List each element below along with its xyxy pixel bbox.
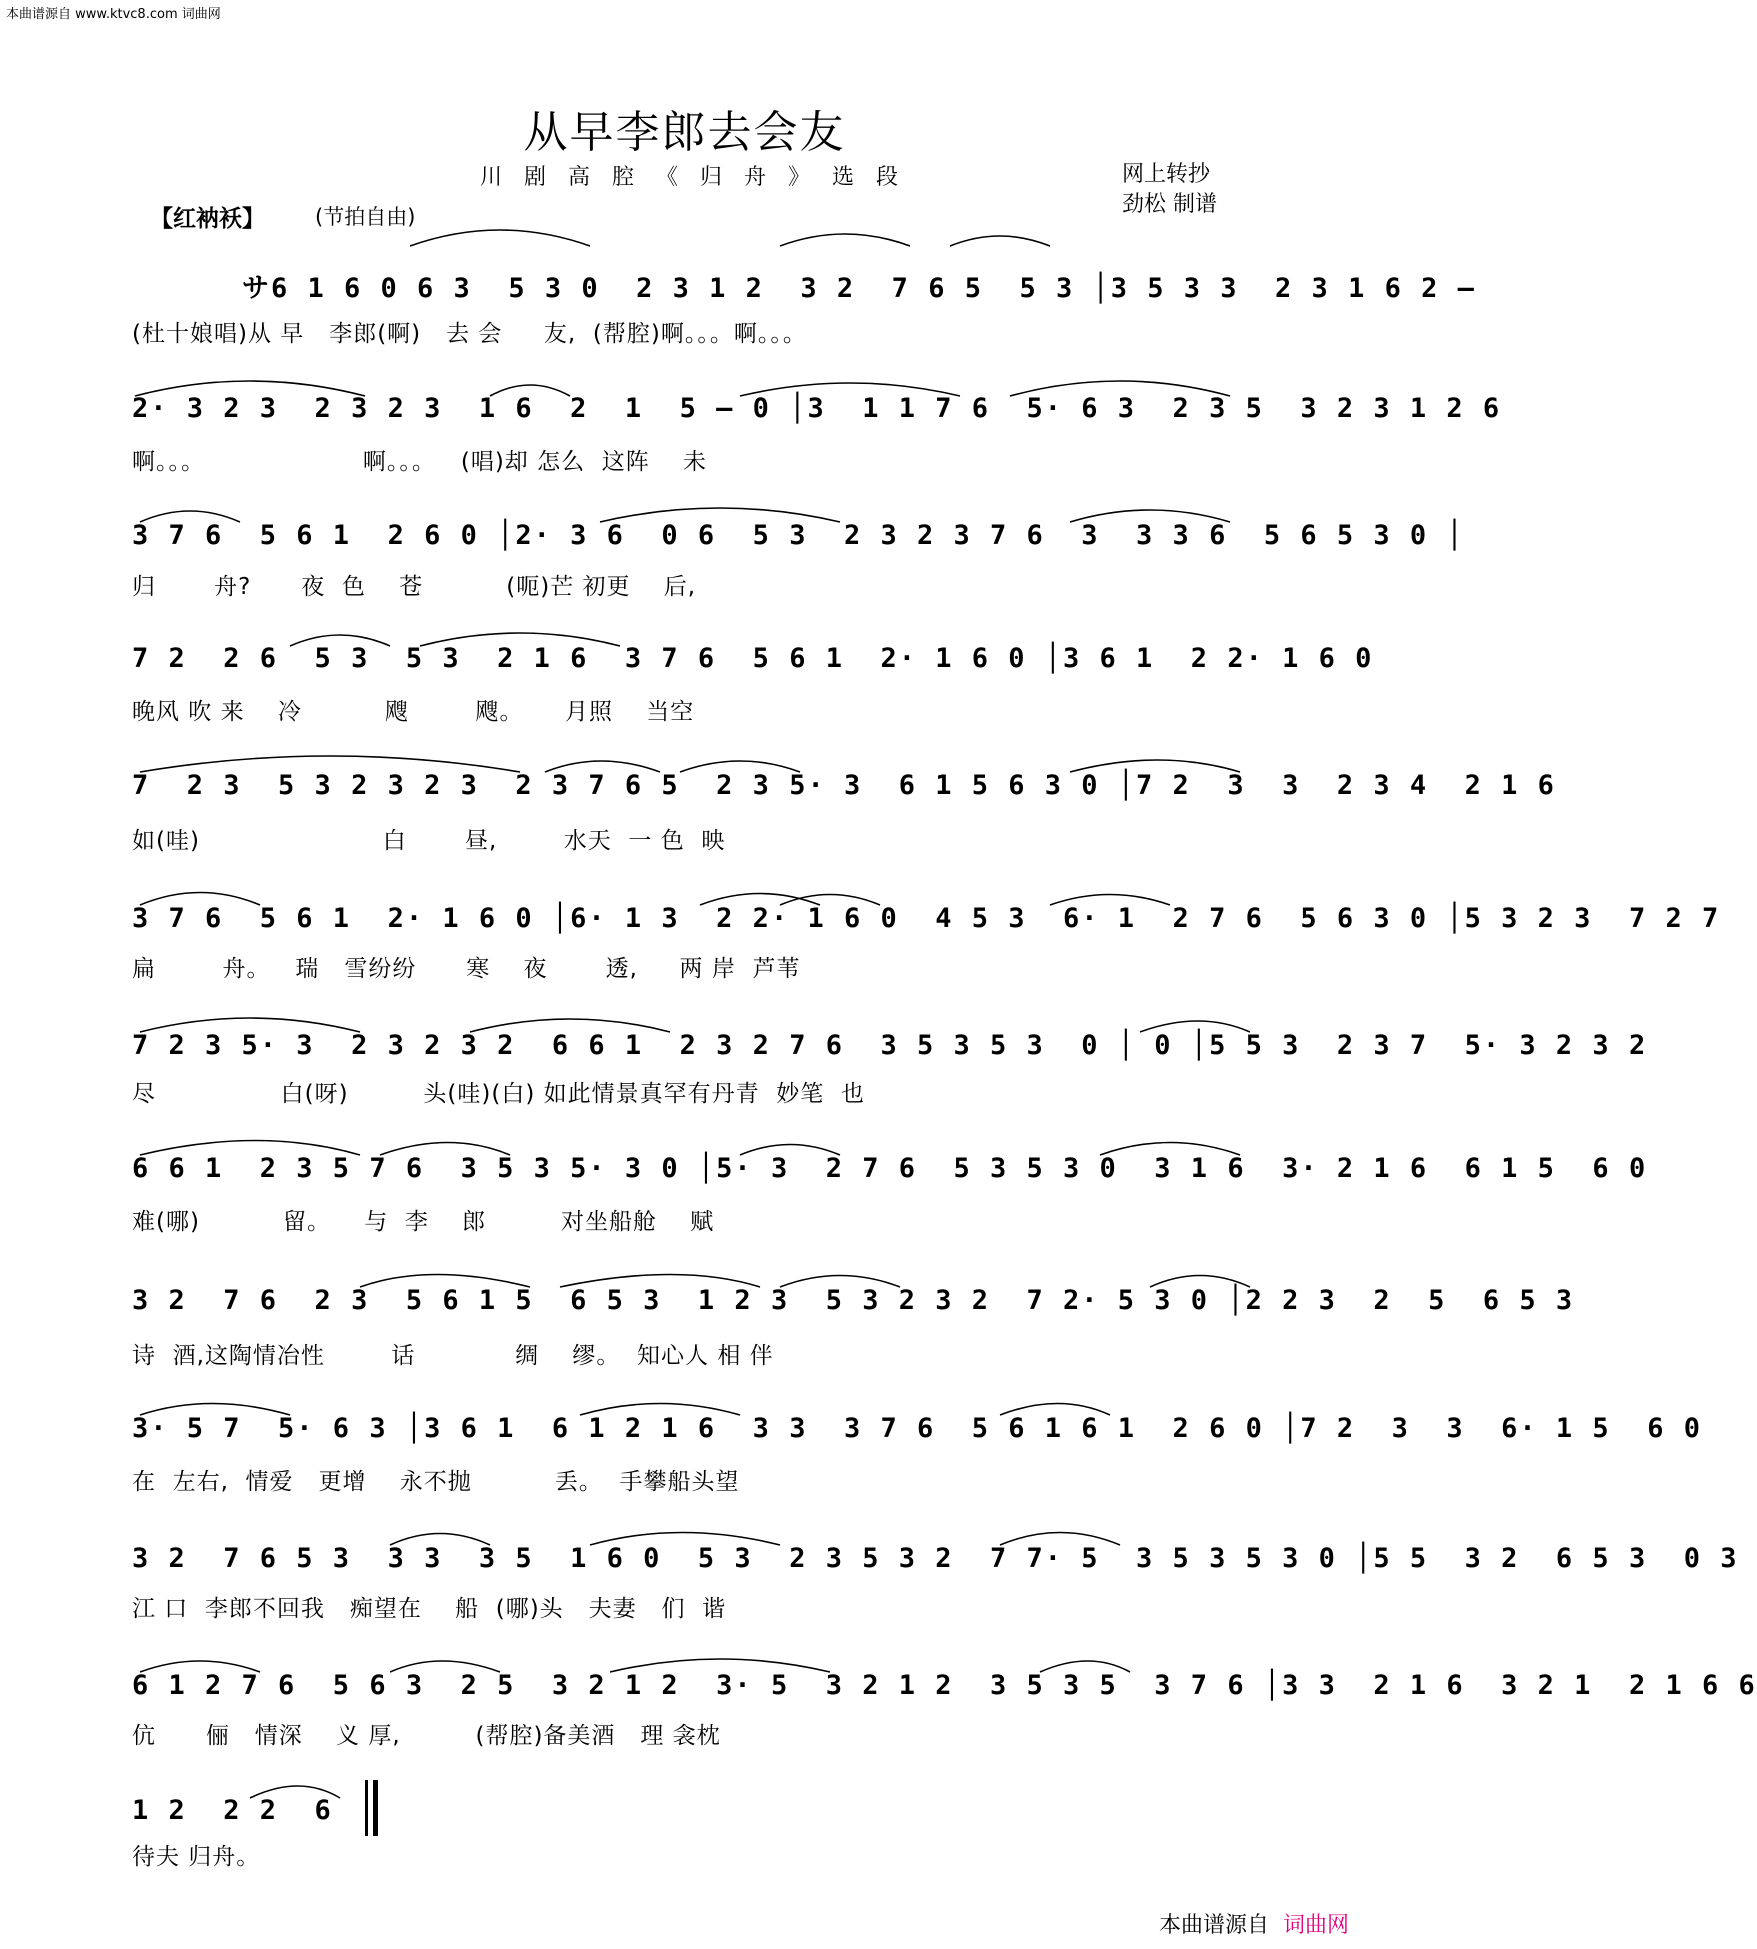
lyric-line: 如(哇) 白 昼, 水天 一 色 映 (132, 828, 726, 854)
lyric-line: (杜十娘唱)从 早 李郎(啊) 去 会 友, (帮腔)啊。。。啊。。。 (132, 321, 807, 347)
footer-watermark (1159, 1908, 1349, 1939)
lyric-line: 尽 白(呀) 头(哇)(白) 如此情景真罕有丹青 妙笔 也 (132, 1081, 865, 1107)
notation-line: 7 2 3 5 3 2 3 2 3 2 3 7 6 5 2 3 5· 3 6 1 5 6 3 0 │7 2 3 3 2 3 4 2 1 6 (132, 770, 1556, 801)
credit-transcriber: 网上转抄 (1122, 162, 1211, 187)
notation-line: 3 2 7 6 5 3 3 3 3 5 1 6 0 5 3 2 3 5 3 2 7 7· 5 3 5 3 5 3 0 │5 5 3 2 6 5 3 0 3 (132, 1543, 1739, 1574)
tempo-note: (节拍自由) (315, 205, 416, 229)
notation-line: 3 7 6 5 6 1 2 6 0 │2· 3 6 0 6 5 3 2 3 2 3 7 6 3 3 3 6 5 6 5 3 0 │ (132, 520, 1465, 551)
lyric-line: 晚风 吹 来 冷 飕 飕。 月照 当空 (132, 699, 695, 725)
score-title: 从早李郎去会友 (523, 107, 846, 158)
notation-line: 3 7 6 5 6 1 2· 1 6 0 │6· 1 3 2 2· 1 6 0 4 5 3 6· 1 2 7 6 5 6 3 0 │5 3 2 3 7 2 7 (132, 903, 1721, 934)
source-header: 本曲谱源自 www.ktvc8.com 词曲网 (6, 7, 221, 22)
notation-line: 7 2 2 6 5 3 5 3 2 1 6 3 7 6 5 6 1 2· 1 6 0 │3 6 1 2 2· 1 6 0 (132, 643, 1374, 674)
score-subtitle: 川剧高腔《归舟》选段 (480, 165, 921, 190)
notation-line: 3· 5 7 5· 6 3 │3 6 1 6 1 2 1 6 3 3 3 7 6 5 6 1 6 1 2 6 0 │7 2 3 3 6· 1 5 6 0 (132, 1413, 1702, 1444)
footer-source: 本曲谱源自 (1158, 1913, 1269, 1938)
tune-name: 【红衲袄】 (150, 206, 265, 232)
notation-line: 1 2 2 2 6 (132, 1795, 333, 1826)
lyric-line: 难(哪) 留。 与 李 郎 对坐船舱 赋 (132, 1209, 715, 1235)
lyric-line: 诗 酒,这陶情冶性 话 绸 缪。 知心人 相 伴 (132, 1343, 774, 1369)
lyric-line: 扁 舟。 瑞 雪纷纷 寒 夜 透, 两 岸 芦苇 (132, 956, 801, 982)
lyric-line: 归 舟? 夜 色 苍 (呃)芒 初更 后, (132, 574, 697, 600)
lyric-line: 啊。。。 啊。。。 (唱)却 怎么 这阵 未 (132, 449, 707, 475)
notation-line: サ6 1 6 0 6 3 5 3 0 2 3 1 2 3 2 7 6 5 5 3 │3 5 3 3 2 3 1 6 2 – (242, 273, 1476, 304)
credit-engraver: 劲松 制谱 (1122, 192, 1217, 217)
footer-brand[interactable]: 词曲网 (1282, 1913, 1349, 1938)
lyric-line: 在 左右, 情爱 更增 永不抛 丢。 手攀船头望 (132, 1469, 740, 1495)
lyric-line: 江 口 李郎不回我 痴望在 船 (哪)头 夫妻 们 谐 (132, 1596, 727, 1622)
notation-line: 3 2 7 6 2 3 5 6 1 5 6 5 3 1 2 3 5 3 2 3 2 7 2· 5 3 0 │2 2 3 2 5 6 5 3 (132, 1285, 1575, 1316)
notation-line: 6 1 2 7 6 5 6 3 2 5 3 2 1 2 3· 5 3 2 1 2 3 5 3 5 3 7 6 │3 3 2 1 6 3 2 1 2 1 6 6 (132, 1670, 1757, 1701)
notation-line: 6 6 1 2 3 5 7 6 3 5 3 5· 3 0 │5· 3 2 7 6 5 3 5 3 0 3 1 6 3· 2 1 6 6 1 5 6 0 (132, 1153, 1648, 1184)
lyric-line: 待夫 归舟。 (132, 1844, 261, 1870)
notation-line: 2· 3 2 3 2 3 2 3 1 6 2 1 5 – 0 │3 1 1 7 6 5· 6 3 2 3 5 3 2 3 1 2 6 (132, 393, 1502, 424)
lyric-line: 伉 俪 情深 义 厚, (帮腔)备美酒 理 衾枕 (132, 1723, 721, 1749)
notation-line: 7 2 3 5· 3 2 3 2 3 2 6 6 1 2 3 2 7 6 3 5 3 5 3 0 │ 0 │5 5 3 2 3 7 5· 3 2 3 2 (132, 1030, 1648, 1061)
